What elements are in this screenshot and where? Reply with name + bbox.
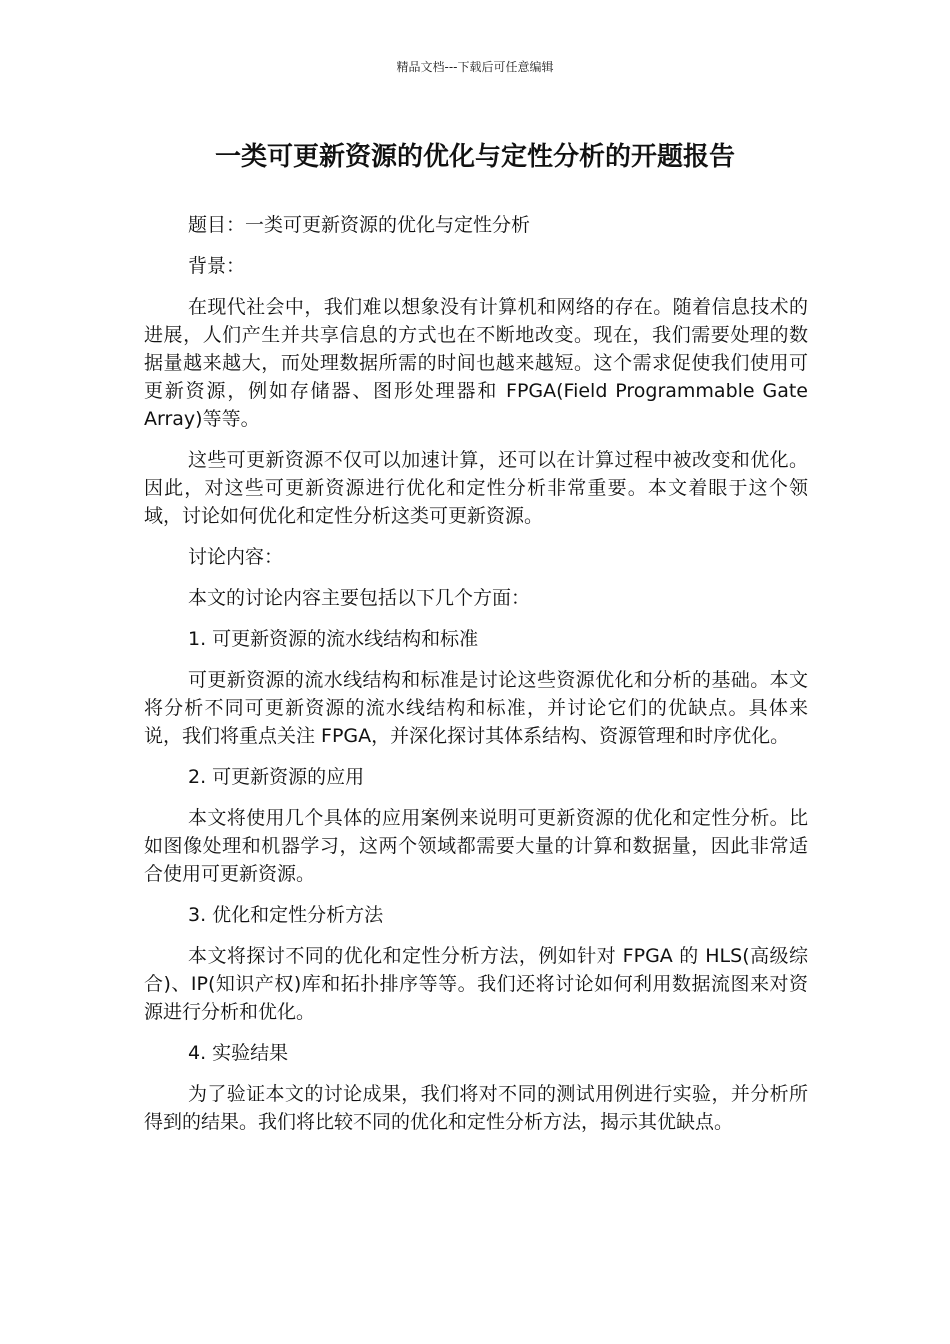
background-paragraph-2: 这些可更新资源不仅可以加速计算，还可以在计算过程中被改变和优化。因此，对这些可更新资源进行优化和定性分析非常重要。本文着眼于这个领域，讨论如何优化和定性分析这类可更新资源。 — [144, 449, 808, 527]
discussion-heading: 讨论内容： — [188, 546, 284, 568]
section-3-paragraph: 本文将探讨不同的优化和定性分析方法，例如针对 FPGA 的 HLS(高级综合)、IP(知识产权)库和拓扑排序等等。我们还将讨论如何利用数据流图来对资源进行分析和优化。 — [144, 945, 808, 1023]
document-title: 一类可更新资源的优化与定性分析的开题报告 — [214, 142, 735, 172]
section-3-heading: 3. 优化和定性分析方法 — [188, 904, 384, 926]
section-4-heading: 4. 实验结果 — [188, 1042, 289, 1064]
section-2-paragraph: 本文将使用几个具体的应用案例来说明可更新资源的优化和定性分析。比如图像处理和机器学习，这两个领域都需要大量的计算和数据量，因此非常适合使用可更新资源。 — [144, 807, 808, 885]
background-paragraph-1: 在现代社会中，我们难以想象没有计算机和网络的存在。随着信息技术的进展，人们产生并共享信息的方式也在不断地改变。现在，我们需要处理的数据量越来越大，而处理数据所需的时间也越来越短。这个需求促使我们使用可更新资源，例如存储器、图形处理器和 FPGA(Field Programmable Gate Array)等等。 — [144, 296, 808, 430]
section-1-heading: 1. 可更新资源的流水线结构和标准 — [188, 628, 479, 650]
topic-line: 题目：一类可更新资源的优化与定性分析 — [188, 214, 531, 236]
section-2-heading: 2. 可更新资源的应用 — [188, 766, 365, 788]
section-4-paragraph: 为了验证本文的讨论成果，我们将对不同的测试用例进行实验，并分析所得到的结果。我们将比较不同的优化和定性分析方法，揭示其优缺点。 — [144, 1083, 808, 1133]
background-heading: 背景： — [188, 255, 246, 277]
document-body — [144, 211, 808, 1149]
page-header-note: 精品文档---下载后可任意编辑 — [396, 60, 554, 74]
discussion-intro: 本文的讨论内容主要包括以下几个方面： — [188, 587, 531, 609]
section-1-paragraph: 可更新资源的流水线结构和标准是讨论这些资源优化和分析的基础。本文将分析不同可更新资源的流水线结构和标准，并讨论它们的优缺点。具体来说，我们将重点关注 FPGA，并深化探讨其体系结构、资源管理和时序优化。 — [144, 669, 808, 747]
